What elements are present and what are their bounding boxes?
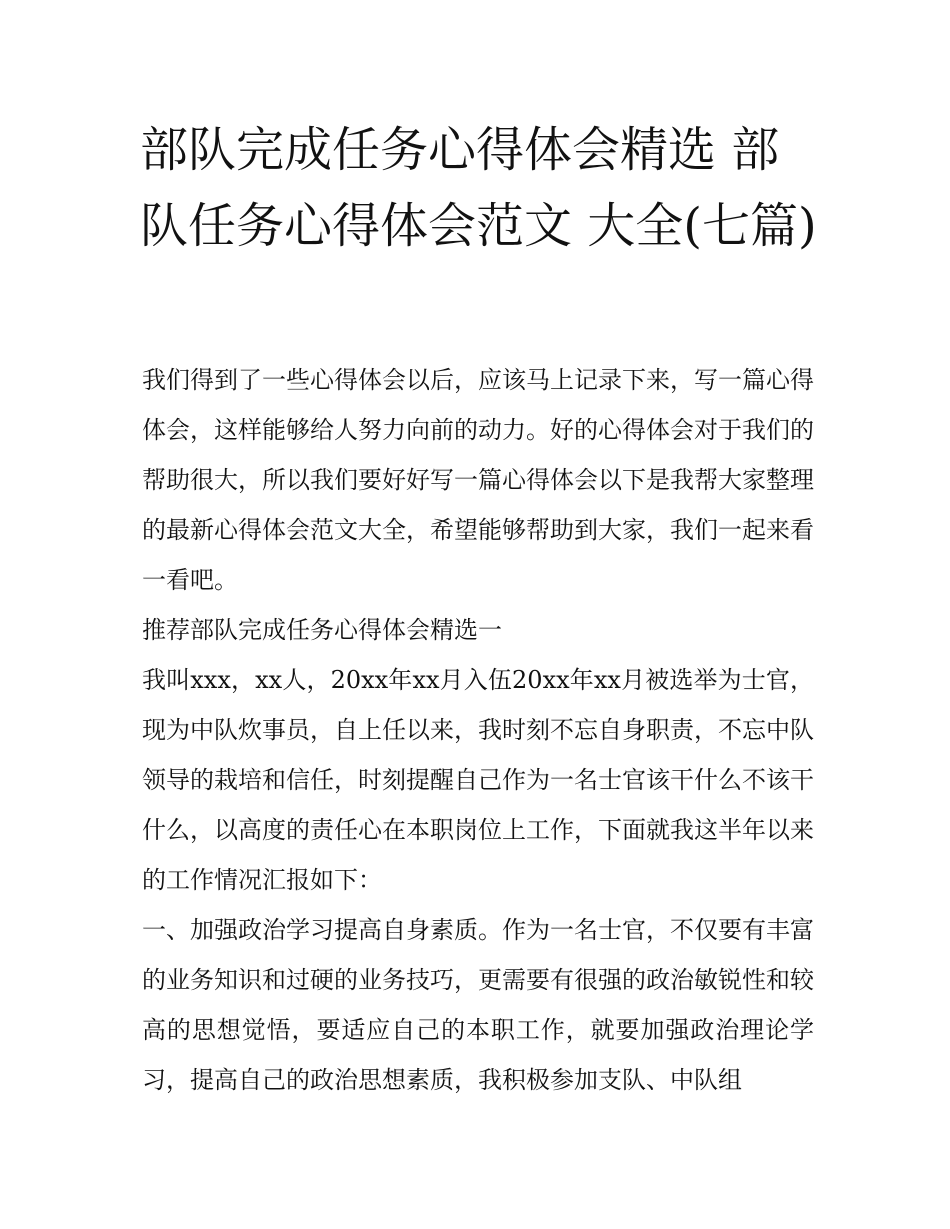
document-title: 部队完成任务心得体会精选 部队任务心得体会范文 大全(七篇): [140, 122, 817, 254]
document-body: [142, 355, 814, 1105]
paragraph-intro: 我们得到了一些心得体会以后，应该马上记录下来，写一篇心得体会，这样能够给人努力向前的动力。好的心得体会对于我们的帮助很大，所以我们要好好写一篇心得体会以下是我帮大家整理的最新心得体会范文大全，希望能够帮助到大家，我们一起来看一看吧。: [142, 366, 814, 594]
paragraph-section-heading: 推荐部队完成任务心得体会精选一: [142, 616, 502, 644]
paragraph-political-study: 一、加强政治学习提高自身素质。作为一名士官，不仅要有丰富的业务知识和过硬的业务技巧，更需要有很强的政治敏锐性和较高的思想觉悟，要适应自己的本职工作，就要加强政治理论学习，提高自己的政治思想素质，我积极参加支队、中队组: [142, 916, 814, 1094]
paragraph-self-introduction: 我叫xxx，xx人，20xx年xx月入伍20xx年xx月被选举为士官，现为中队炊事员，自上任以来，我时刻不忘自身职责，不忘中队领导的栽培和信任，时刻提醒自己作为一名士官该干什么不该干什么，以高度的责任心在本职岗位上工作，下面就我这半年以来的工作情况汇报如下：: [142, 666, 814, 894]
